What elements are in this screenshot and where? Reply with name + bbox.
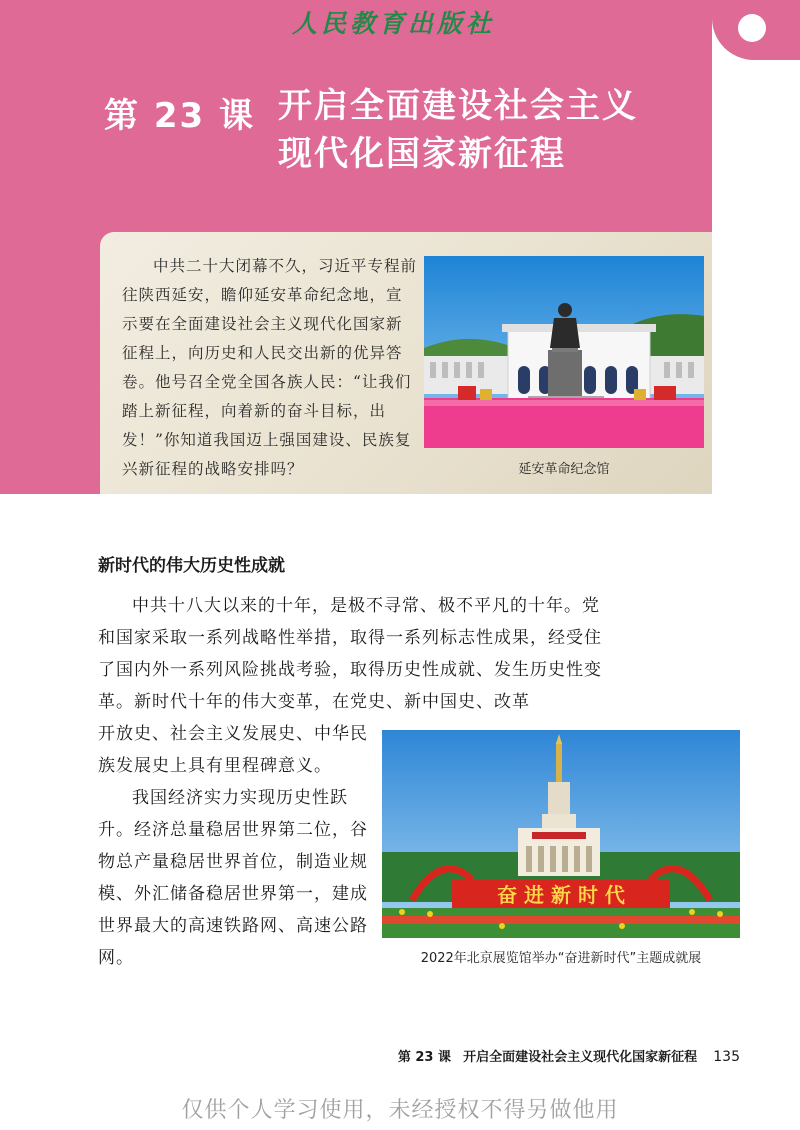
footer-lesson-number: 第 23 课 — [397, 1050, 451, 1065]
exhibition-banner-text: 奋 进 新 时 代 — [497, 883, 625, 907]
paragraph-decade: 中共十八大以来的十年，是极不寻常、极不平凡的十年。党和国家采取一系列战略性举措，取得一系列标志性成果，经受住了国内外一系列风险挑战考验，取得历史性成就、发生历史性变革。新时代十年的伟大变革，在党史、新中国史、改革 — [98, 596, 602, 712]
paragraph-milestone: 开放史、社会主义发展史、中华民族发展史上具有里程碑意义。 — [98, 724, 368, 776]
yanan-photo-caption: 延安革命纪念馆 — [518, 462, 610, 477]
section-title: 新时代的伟大历史性成就 — [98, 556, 285, 576]
corner-circle-decoration — [738, 14, 766, 42]
lesson-number: 第 23 课 — [104, 96, 255, 136]
lesson-title-line2: 现代化国家新征程 — [278, 134, 566, 174]
beijing-exhibition-photo — [382, 730, 740, 938]
exhibition-photo-caption: 2022年北京展览馆举办“奋进新时代”主题成就展 — [420, 951, 702, 966]
yanan-memorial-photo — [424, 256, 704, 448]
intro-text: 中共二十大闭幕不久，习近平专程前往陕西延安，瞻仰延安革命纪念地，宣示要在全面建设社会主义现代化国家新征程上，向历史和人民交出新的优异答卷。他号召全党全国各族人民：“让我们踏上新征程，向着新的奋斗目标，出发！”你知道我国迈上强国建设、民族复兴新征程的战略安排吗？ — [122, 257, 418, 478]
page-number: 135 — [713, 1049, 740, 1065]
lesson-title-line1: 开启全面建设社会主义 — [278, 86, 638, 126]
publisher-logo: 人民教育出版社 — [292, 9, 496, 38]
lesson-title — [278, 82, 638, 178]
yanan-memorial-illustration — [424, 256, 704, 448]
watermark-text: 仅供个人学习使用，未经授权不得另做他用 — [181, 1098, 619, 1123]
exhibition-illustration — [382, 730, 740, 938]
footer-lesson-title: 开启全面建设社会主义现代化国家新征程 — [463, 1050, 698, 1065]
page-footer — [398, 1046, 740, 1065]
paragraph-economy: 我国经济实力实现历史性跃升。经济总量稳居世界第二位，谷物总产量稳居世界首位，制造业规模、外汇储备稳居世界第一，建成世界最大的高速铁路网、高速公路网。 — [98, 788, 368, 968]
